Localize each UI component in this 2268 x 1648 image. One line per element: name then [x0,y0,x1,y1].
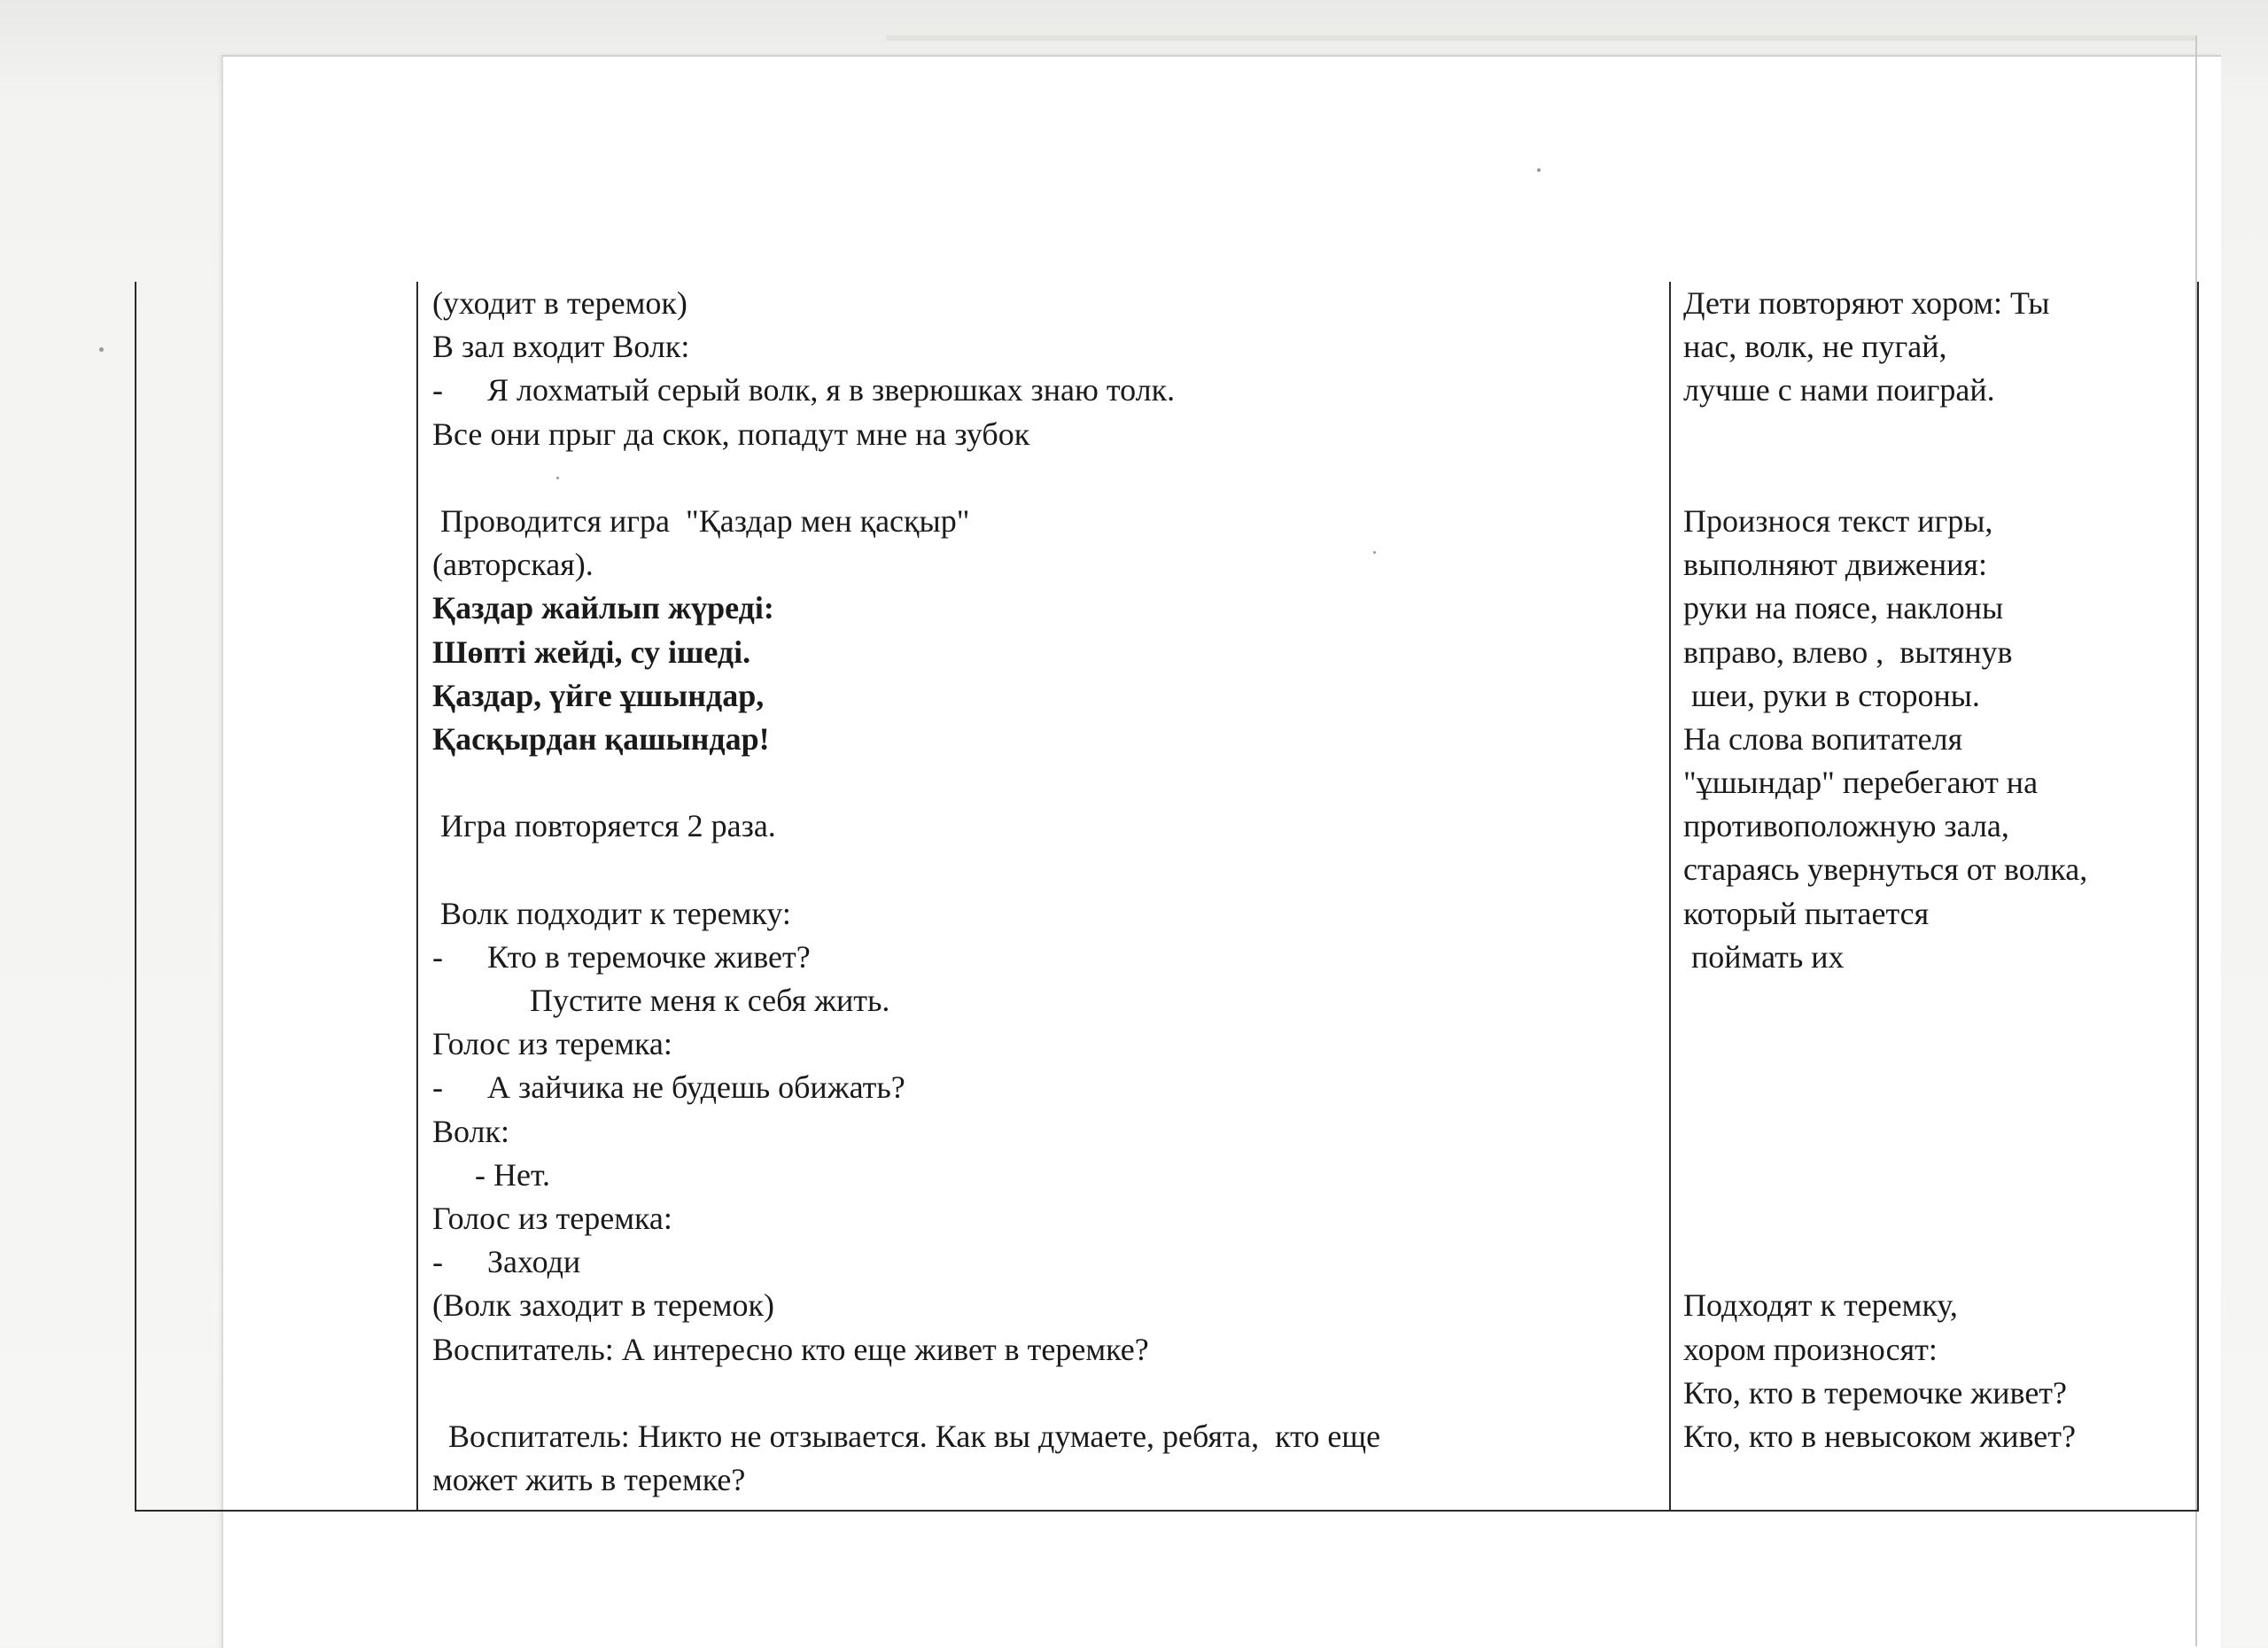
text-line [1683,805,2087,848]
text-line [432,1110,1380,1154]
table-divider-1 [416,282,418,1512]
text-line [432,500,1380,543]
text-line-content: (уходит в теремок) [432,285,687,321]
text-line [432,1328,1380,1372]
text-line-content: В зал входит Волк: [432,329,690,365]
text-line-content: Волк: [432,1113,509,1149]
text-line-content: Шөпті жейді, су ішеді. [432,634,751,670]
text-line [432,805,1380,848]
text-line-content: Игра повторяется 2 раза. [432,808,776,844]
dash-marker: - [432,1244,443,1280]
table-border-right [2197,282,2199,1512]
text-line-content: Қасқырдан қашындар! [432,720,770,757]
text-line-content: противоположную зала, [1683,808,2009,844]
text-line [1683,413,2087,456]
text-line [1683,1197,2087,1240]
activity-column [432,282,1380,1502]
table-border-bottom [135,1510,2199,1512]
text-line [432,631,1380,674]
table-divider-2 [1669,282,1671,1512]
text-line-content: Қаздар, үйге ұшындар, [432,677,765,713]
text-line [432,1372,1380,1415]
text-line [1683,543,2087,587]
text-line [432,1154,1380,1197]
text-line [1683,1240,2087,1284]
text-line [1683,936,2087,979]
text-line-content: стараясь увернуться от волка, [1683,851,2088,888]
text-line-content: может жить в теремке? [432,1462,746,1498]
text-line-content: нас, волк, не пугай, [1683,329,1947,365]
text-line [1683,892,2087,936]
text-line-content: Произнося текст игры, [1683,502,1993,539]
text-line [1683,282,2087,325]
text-line [432,413,1380,456]
text-line-content: Я лохматый серый волк, я в зверюшках знаю толк. [487,372,1176,408]
text-line [1683,631,2087,674]
text-line [432,543,1380,587]
text-line-content: Голос из теремка: [432,1200,672,1236]
text-line-content: Проводится игра "Қаздар мен қасқыр" [432,502,970,539]
text-line-content: А зайчика не будешь обижать? [487,1069,905,1106]
text-line-content: Қаздар жайлып жүреді: [432,590,774,626]
text-line [432,369,1380,412]
scan-speck [99,347,104,352]
table-border-left [135,282,136,1512]
text-line-content: Заходи [487,1244,581,1280]
children-actions-column [1683,282,2087,1458]
text-line [432,1240,1380,1284]
text-line [432,1197,1380,1240]
text-line-content: лучше с нами поиграй. [1683,372,1995,408]
text-line [1683,456,2087,500]
text-line [432,456,1380,500]
text-line [432,979,1380,1022]
text-line [1683,325,2087,369]
text-line [432,892,1380,936]
text-line-content: выполняют движения: [1683,547,1987,583]
text-line [1683,369,2087,412]
text-line [1683,1066,2087,1109]
text-line [1683,718,2087,761]
text-line [432,718,1380,761]
text-line-content: Голос из теремка: [432,1026,672,1062]
text-line [1683,587,2087,630]
text-line [1683,1372,2087,1415]
text-line-content: Кто в теремочке живет? [487,938,811,975]
text-line [1683,1328,2087,1372]
text-line [432,936,1380,979]
text-line-content: Дети повторяют хором: Ты [1683,285,2050,321]
text-line [1683,1022,2087,1066]
text-line-content: Пустите меня к себя жить. [530,983,890,1018]
text-line [1683,1284,2087,1327]
text-line-content: шеи, руки в стороны. [1683,677,1980,713]
text-line [1683,1154,2087,1197]
scan-speck [556,477,559,479]
scan-speck [1537,168,1541,172]
text-line [432,1022,1380,1066]
text-line [432,848,1380,891]
text-line [432,1284,1380,1327]
text-line [432,282,1380,325]
text-line [432,1415,1380,1458]
text-line-content: Воспитатель: Никто не отзывается. Как вы думаете, ребята, кто еще [432,1418,1381,1454]
text-line [432,587,1380,630]
text-line [1683,1110,2087,1154]
text-line [1683,848,2087,891]
text-line [432,674,1380,718]
text-line [1683,674,2087,718]
text-line [1683,979,2087,1022]
text-line-content: руки на поясе, наклоны [1683,590,2004,626]
text-line-content: Волк подходит к теремку: [432,895,791,931]
text-line-content: - Нет. [475,1156,550,1193]
text-line-content: поймать их [1683,938,1845,975]
text-line-content: который пытается [1683,895,1930,931]
text-line-content: Подходят к теремку, [1683,1287,1958,1324]
text-line [1683,1415,2087,1458]
text-line [1683,500,2087,543]
dash-marker: - [432,938,443,975]
text-line-content: Все они прыг да скок, попадут мне на зубок [432,416,1030,452]
dash-marker: - [432,1069,443,1106]
text-line-content: Кто, кто в невысоком живет? [1683,1418,2076,1454]
text-line [432,761,1380,805]
text-line-content: хором произносят: [1683,1331,1938,1367]
scanner-edge [886,35,2197,41]
text-line-content: (авторская). [432,547,594,583]
text-line-content: На слова вопитателя [1683,720,1963,757]
text-line-content: Кто, кто в теремочке живет? [1683,1374,2068,1411]
text-line-content: (Волк заходит в теремок) [432,1287,775,1324]
text-line [1683,761,2087,805]
text-line-content: вправо, влево , вытянув [1683,634,2013,670]
text-line [432,325,1380,369]
text-line [432,1458,1380,1502]
dash-marker: - [432,372,443,408]
text-line-content: "ұшындар" перебегают на [1683,765,2039,801]
scan-speck [1373,551,1376,554]
text-line-content: Воспитатель: А интересно кто еще живет в теремке? [432,1331,1149,1367]
text-line [432,1066,1380,1109]
